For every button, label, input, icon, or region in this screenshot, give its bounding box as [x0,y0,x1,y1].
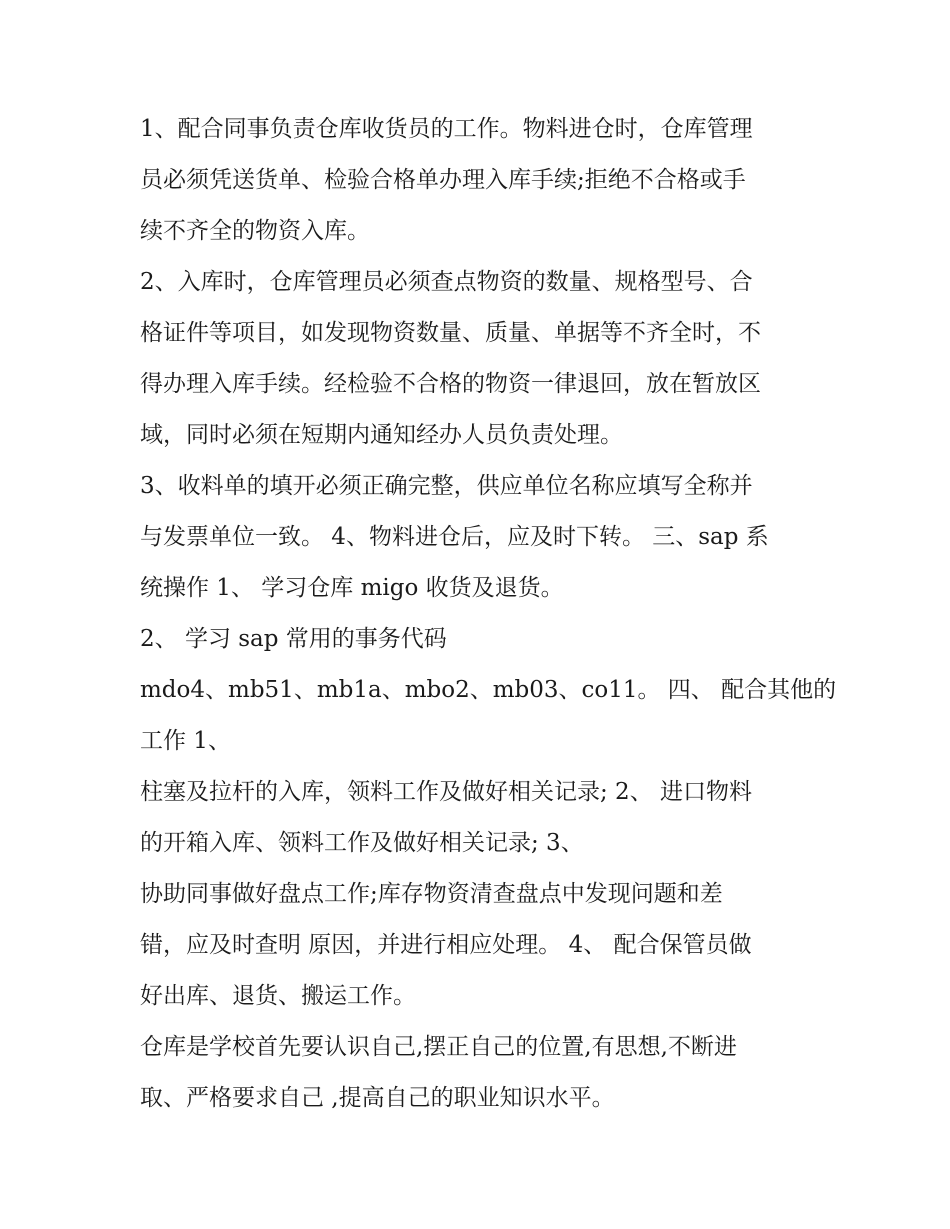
text-line: 错，应及时查明 原因，并进行相应处理。 4、 配合保管员做 [140,932,752,958]
text-line: 域，同时必须在短期内通知经办人员负责处理。 [140,422,623,448]
text-line: 柱塞及拉杆的入库，领料工作及做好相关记录; 2、 进口物料 [140,779,753,805]
text-line: 3、收料单的填开必须正确完整，供应单位名称应填写全称并 [140,473,753,499]
text-line: 得办理入库手续。经检验不合格的物资一律退回，放在暂放区 [140,371,761,397]
text-line: 协助同事做好盘点工作;库存物资清查盘点中发现问题和差 [140,881,723,907]
text-line: 与发票单位一致。 4、物料进仓后，应及时下转。 三、sap 系 [140,524,769,550]
text-line: 2、入库时，仓库管理员必须查点物资的数量、规格型号、合 [140,269,753,295]
document-body [140,104,837,1124]
text-line: 工作 1、 [140,728,231,754]
text-line: 1、配合同事负责仓库收货员的工作。物料进仓时，仓库管理 [140,116,753,142]
text-line: 的开箱入库、领料工作及做好相关记录; 3、 [140,830,584,856]
text-line: 取、严格要求自己 ,提高自己的职业知识水平。 [140,1085,615,1111]
text-line: 格证件等项目，如发现物资数量、质量、单据等不齐全时，不 [140,320,761,346]
text-line: 2、 学习 sap 常用的事务代码 [140,626,447,652]
text-line: 员必须凭送货单、检验合格单办理入库手续;拒绝不合格或手 [140,167,746,193]
text-line: 统操作 1、 学习仓库 migo 收货及退货。 [140,575,564,601]
text-line: 仓库是学校首先要认识自己,摆正自己的位置,有思想,不断进 [140,1034,737,1060]
text-line: 续不齐全的物资入库。 [140,218,370,244]
text-line: mdo4、mb51、mb1a、mbo2、mb03、co11。 四、 配合其他的 [140,677,837,703]
text-line: 好出库、退货、搬运工作。 [140,983,416,1009]
